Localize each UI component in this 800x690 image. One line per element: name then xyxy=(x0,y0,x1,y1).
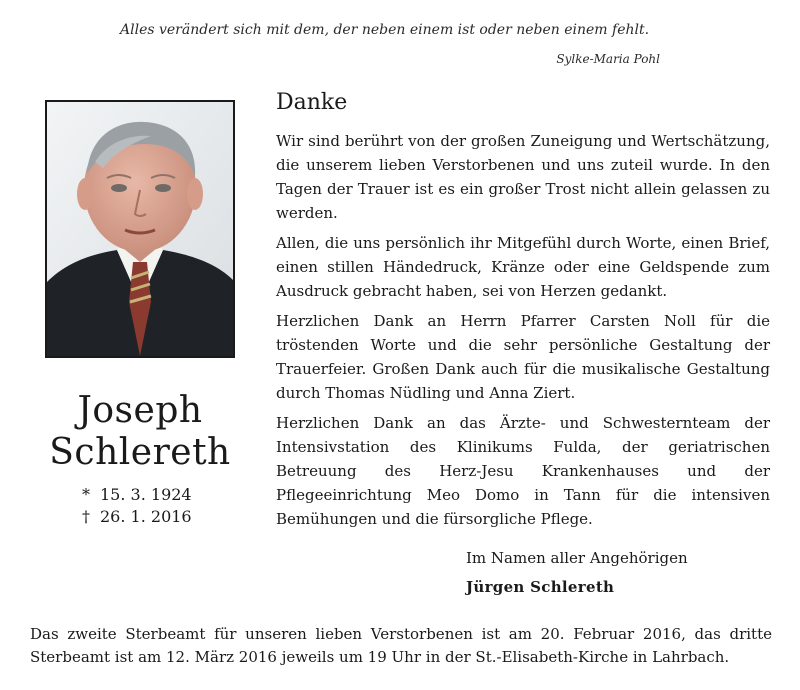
thanks-paragraph: Herzlichen Dank an das Ärzte- und Schwesternteam der Intensivstation des Klinikums Fulda, der geriatrischen Betreuung des Herz-Jesu Krankenhauses und der Pflegeeinrichtung Meo Domo in Tann für die intensiven Bemühungen und die fürsorgliche Pflege. xyxy=(276,414,770,528)
signature-intro: Im Namen aller Angehörigen xyxy=(466,549,688,567)
portrait-photo xyxy=(45,100,235,358)
memorial-mass-notice: Das zweite Sterbeamt für unseren lieben Verstorbenen ist am 20. Februar 2016, das dritte Sterbeamt ist am 12. März 2016 jeweils um 19 Uhr in der St.-Elisabeth-Kirche in Lahrbach. xyxy=(30,625,772,666)
death-date: 26. 1. 2016 xyxy=(100,507,192,526)
deceased-last-name: Schlereth xyxy=(49,432,231,473)
life-dates xyxy=(82,484,192,528)
thanks-heading: Danke xyxy=(276,90,348,115)
death-cross-icon: † xyxy=(82,507,90,526)
signature-block xyxy=(466,546,688,596)
deceased-first-name: Joseph xyxy=(77,390,203,431)
epigraph-quote: Alles verändert sich mit dem, der neben einem ist oder neben einem fehlt. xyxy=(120,22,650,38)
deceased-name xyxy=(20,390,260,474)
thanks-paragraph: Herzlichen Dank an Herrn Pfarrer Carsten Noll für die tröstenden Worte und die sehr persönliche Gestaltung der Trauerfeier. Großen Dank auch für die musikalische Gestaltung durch Thomas Nüdling und Anna Ziert. xyxy=(276,312,770,402)
signature-name: Jürgen Schlereth xyxy=(466,578,615,596)
epigraph-author: Sylke-Maria Pohl xyxy=(556,52,660,66)
thanks-paragraph: Allen, die uns persönlich ihr Mitgefühl durch Worte, einen Brief, einen stillen Händedruck, Kränze oder eine Geldspende zum Ausdruck gebracht haben, sei von Herzen gedankt. xyxy=(276,234,770,300)
birth-date: 15. 3. 1924 xyxy=(100,485,192,504)
thanks-paragraph: Wir sind berührt von der großen Zuneigung und Wertschätzung, die unserem lieben Verstorbenen und uns zuteil wurde. In den Tagen der Trauer ist es ein großer Trost nicht allein gelassen zu werden. xyxy=(276,132,770,222)
birth-line xyxy=(82,484,192,506)
death-line xyxy=(82,506,192,528)
birth-star-icon: * xyxy=(82,485,90,504)
thanks-section xyxy=(276,90,770,537)
